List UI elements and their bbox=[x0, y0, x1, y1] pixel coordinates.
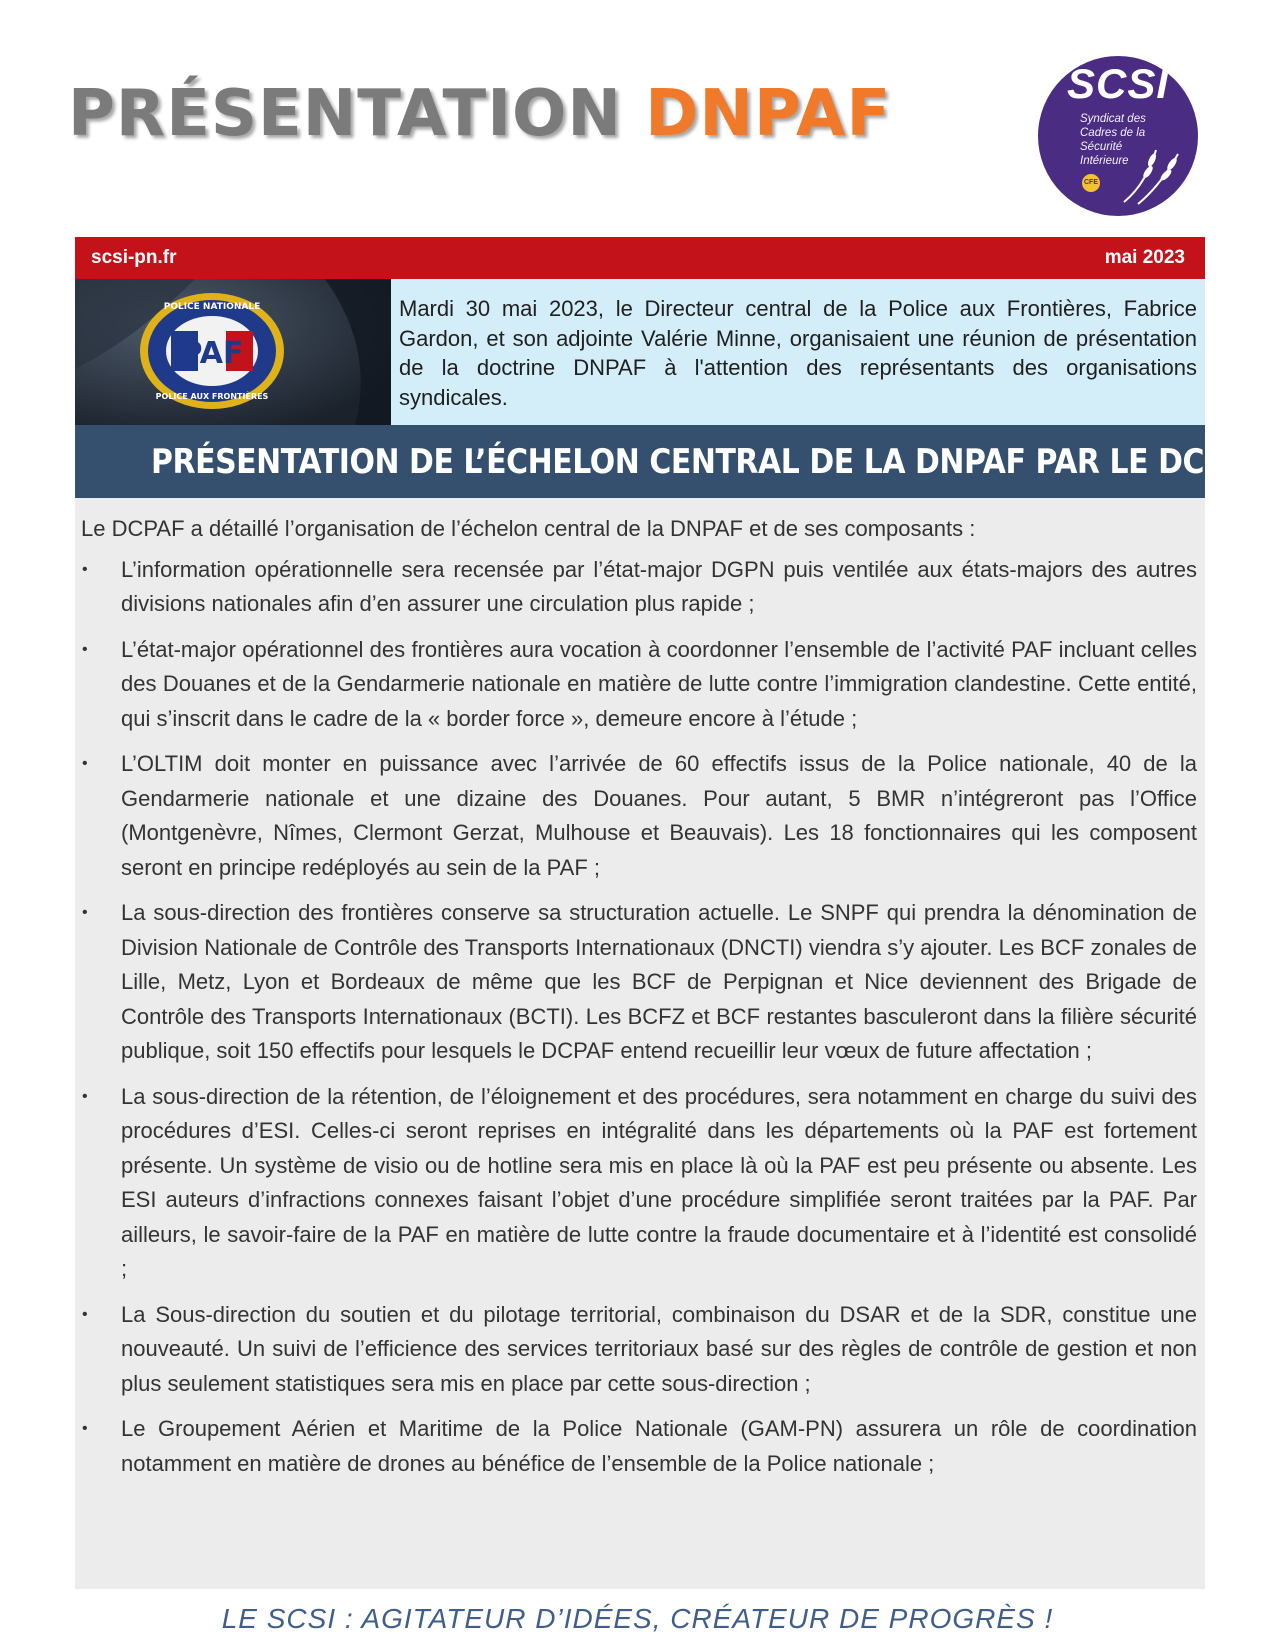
wheat-icon bbox=[1116, 144, 1186, 206]
scsi-logo bbox=[1038, 56, 1198, 216]
bullet-icon: • bbox=[82, 1087, 88, 1105]
logo-line-1: Syndicat des bbox=[1080, 113, 1146, 125]
paf-patch-icon bbox=[75, 279, 391, 425]
site-url: scsi-pn.fr bbox=[91, 247, 177, 268]
intro-paragraph: Mardi 30 mai 2023, le Directeur central de la Police aux Frontières, Fabrice Gardon, et son adjointe Valérie Minne, organisaient une réunion de présentation de la doctrine DNPAF à l'attention des représentants des organisations syndicales. bbox=[391, 279, 1205, 425]
section-heading bbox=[75, 425, 1266, 498]
list-item bbox=[81, 1298, 1197, 1402]
title-part-dnpaf: DNPAF bbox=[645, 77, 892, 151]
paf-patch-photo bbox=[75, 279, 391, 425]
list-item bbox=[81, 633, 1197, 737]
list-item-text: Le Groupement Aérien et Maritime de la Police Nationale (GAM-PN) assurera un rôle de coordination notamment en matière de drones au bénéfice de l’ensemble de la Police nationale ; bbox=[121, 1416, 1197, 1476]
patch-bottom-text: POLICE AUX FRONTIÈRES bbox=[155, 392, 269, 401]
logo-line-2: Cadres de la bbox=[1080, 127, 1146, 139]
list-item bbox=[81, 553, 1197, 622]
article-body bbox=[75, 498, 1205, 1589]
bullet-icon: • bbox=[82, 640, 88, 658]
section-heading-text: PRÉSENTATION DE L’ÉCHELON CENTRAL DE LA DNPAF PAR LE DCPAF bbox=[150, 442, 1266, 482]
cfe-badge: CFE bbox=[1082, 174, 1100, 192]
bullet-list bbox=[81, 553, 1197, 1482]
bullet-icon: • bbox=[82, 755, 88, 772]
list-item-text: L’OLTIM doit monter en puissance avec l’arrivée de 60 effectifs issus de la Police nationale, 40 de la Gendarmerie nationale et une dizaine des Douanes. Pour autant, 5 BMR n’intégreront pas l’Office (Montgenèvre, Nîmes, Clermont Gerzat, Mulhouse et Beauvais). Les 18 fonctionnaires qui les composent seront en principe redéployés au sein de la PAF ; bbox=[121, 751, 1197, 880]
bullet-icon: • bbox=[82, 1305, 88, 1323]
list-item-text: La sous-direction de la rétention, de l’éloignement et des procédures, sera notamment en charge du suivi des procédures d’ESI. Celles-ci seront reprises en intégralité dans les départements où la PAF est fortement présente. Un système de visio ou de hotline sera mis en place là où la PAF est peu présente ou absente. Les ESI auteurs d’infractions connexes faisant l’objet d’une procédure simplifiée seront traitées par la PAF. Par ailleurs, le savoir-faire de la PAF en matière de lutte contre la fraude documentaire et à l’identité est consolidé ; bbox=[121, 1083, 1197, 1281]
patch-center-text: PAF bbox=[180, 336, 244, 371]
list-item bbox=[81, 1412, 1197, 1481]
list-item-text: L’information opérationnelle sera recensée par l’état-major DGPN puis ventilée aux états-majors des autres divisions nationales afin d’en assurer une circulation plus rapide ; bbox=[121, 556, 1197, 616]
issue-date: mai 2023 bbox=[1104, 247, 1185, 268]
header-banner bbox=[75, 237, 1205, 279]
list-item-text: La Sous-direction du soutien et du pilotage territorial, combinaison du DSAR et de la SDR, constitue une nouveauté. Un suivi de l’efficience des services territoriaux basé sur des règles de contrôle de gestion et non plus seulement statistiques sera mis en place par cette sous-direction ; bbox=[121, 1301, 1197, 1396]
page-title bbox=[68, 77, 892, 151]
bullet-icon: • bbox=[82, 1420, 88, 1437]
footer-slogan: LE SCSI : AGITATEUR D’IDÉES, CRÉATEUR DE PROGRÈS ! bbox=[221, 1603, 1054, 1634]
list-item-text: La sous-direction des frontières conserve sa structuration actuelle. Le SNPF qui prendra la dénomination de Division Nationale de Contrôle des Transports Internationaux (DNCTI) viendra s’y ajouter. Les BCF zonales de Lille, Metz, Lyon et Bordeaux de même que les BCF de Perpignan et Nice deviennent des Brigade de Contrôle des Transports Internationaux (BCTI). Les BCFZ et BCF restantes basculeront dans la filière sécurité publique, soit 150 effectifs pour lesquels le DCPAF entend recueillir leur vœux de future affectation ; bbox=[121, 900, 1197, 1063]
list-item bbox=[81, 1080, 1197, 1287]
logo-line-3: Sécurité bbox=[1080, 141, 1123, 153]
logo-acronym: SCSI bbox=[1066, 60, 1170, 107]
section-lead: Le DCPAF a détaillé l’organisation de l’échelon central de la DNPAF et de ses composants : bbox=[81, 516, 976, 541]
bullet-icon: • bbox=[82, 904, 88, 921]
list-item bbox=[81, 747, 1197, 885]
list-item-text: L’état-major opérationnel des frontières aura vocation à coordonner l’ensemble de l’activité PAF incluant celles des Douanes et de la Gendarmerie nationale en matière de lutte contre l’immigration clandestine. Cette entité, qui s’inscrit dans le cadre de la « border force », demeure encore à l’étude ; bbox=[121, 636, 1197, 731]
list-item bbox=[81, 896, 1197, 1069]
patch-top-text: POLICE NATIONALE bbox=[163, 302, 261, 312]
logo-line-4: Intérieure bbox=[1080, 155, 1129, 167]
bullet-icon: • bbox=[82, 560, 88, 578]
title-part-presentation: PRÉSENTATION bbox=[68, 77, 622, 151]
